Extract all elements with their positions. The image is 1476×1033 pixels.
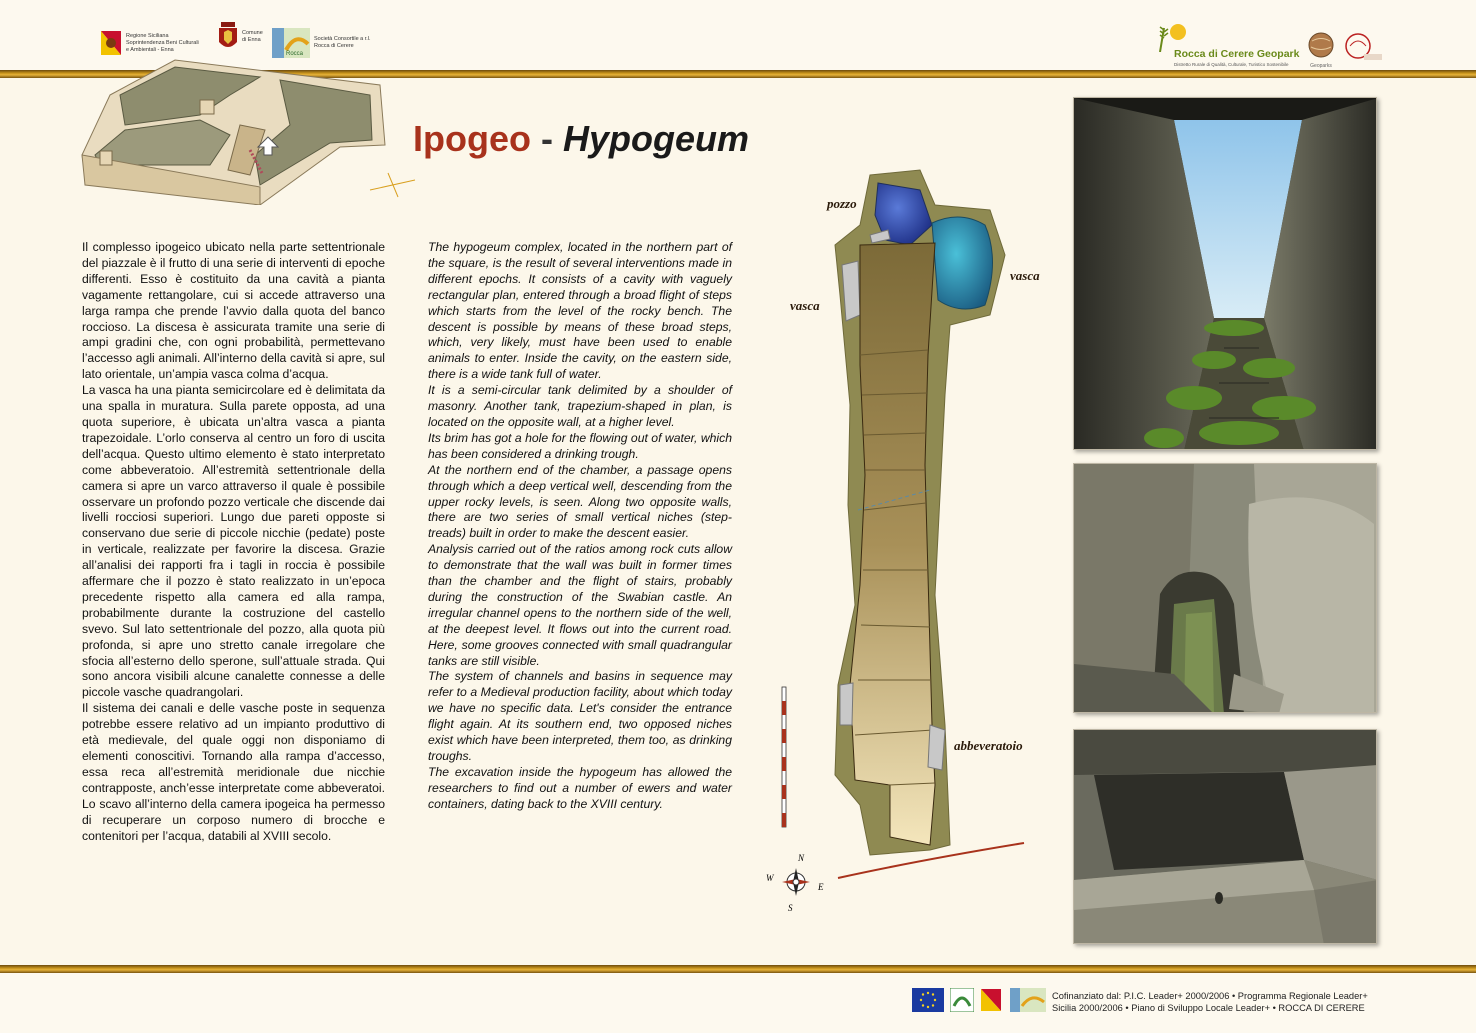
title-english: Hypogeum xyxy=(562,118,749,159)
rocca-di-cerere-logo: Rocca Società Consortile a r.l. Rocca di Cerere xyxy=(272,28,371,58)
english-paragraph: It is a semi-circular tank delimited by a shoulder of masonry. Another tank, trapezium-shaped in plan, is located on the opposite wall, at a higher level. xyxy=(428,383,732,429)
photo-trough xyxy=(1073,729,1377,944)
hypogeum-plan xyxy=(760,165,1040,925)
compass-e: E xyxy=(818,882,824,892)
compass-rose-icon xyxy=(782,868,810,896)
footer-line-1: Cofinanziato dal: P.I.C. Leader+ 2000/2006 • Programma Regionale Leader+ xyxy=(1052,991,1368,1001)
label-tank-west: vasca xyxy=(790,298,820,313)
geopark-title: Rocca di Cerere Geopark xyxy=(1174,48,1300,60)
english-paragraph: The hypogeum complex, located in the northern part of the square, is the result of several interventions made in different epochs. It consists of a cavity with vaguely rectangular plan, entered through a broad flight of steps which starts from the level of the rocky bench. The descent is possible by means of these broad steps, which, very likely, must have been used to enable animals to enter. Inside the cavity, on the eastern side, there is a wide tank full of water. xyxy=(428,240,732,382)
photo-chamber-niche xyxy=(1073,463,1377,713)
english-paragraph: The excavation inside the hypogeum has allowed the researchers to find out a number of ewers and water containers, dating back to the XVIII century. xyxy=(428,764,732,811)
english-paragraph: Its brim has got a hole for the flowing out of water, which has been considered a drinking trough. xyxy=(428,430,732,461)
south-trough xyxy=(928,725,945,770)
chamber xyxy=(850,243,935,845)
svg-text:Rocca: Rocca xyxy=(286,51,304,57)
title-separator: - xyxy=(530,118,563,159)
geopark-subtitle: Distretto Rurale di Qualità, Culturale, Turistico Sostenibile xyxy=(1174,62,1289,67)
italian-paragraph: Il sistema dei canali e delle vasche poste in sequenza potrebbe essere relativo ad un impianto produttivo di età medievale, del quale oggi non disponiamo di elementi conoscitivi. Tornando alla rampa d’accesso, essa reca all’estremità meridionale due nicchie contrapposte, anch’esse interpretate come abbeveratoi. Lo scavo all’interno della camera ipogeica ha permesso di recuperare un corposo numero di brocche e contenitori per l’acqua, databili al XVIII secolo. xyxy=(82,701,385,843)
label-tank-east: vasca xyxy=(1010,268,1040,283)
geopark-logo xyxy=(1152,22,1302,68)
italian-text-column xyxy=(82,240,385,844)
rocca-di-cerere-footer-icon xyxy=(1010,988,1046,1012)
scale-bar xyxy=(782,687,786,827)
sicily-flag-icon xyxy=(100,30,122,56)
castle-isometric-map xyxy=(80,55,420,205)
regione-siciliana-logo: Regione Siciliana Soprintendenza Beni Culturali e Ambientali - Enna xyxy=(100,30,199,56)
english-paragraph: At the northern end of the chamber, a passage opens through which a deep vertical well, descending from the upper rocky levels, is seen. Along two opposite walls, there are two series of small vertical niches (step-treads) built in order to make the descent easier. xyxy=(428,462,732,541)
cofinancing-note xyxy=(1052,990,1368,1014)
enna-coat-of-arms-icon xyxy=(218,22,238,52)
eu-flag-icon xyxy=(912,988,944,1012)
leader-plus-icon xyxy=(950,988,974,1012)
castle-map-compass-icon xyxy=(370,173,415,197)
geoparks-network-logo: Geoparks xyxy=(1306,32,1336,68)
photo-well-shaft xyxy=(1073,97,1377,450)
compass-s: S xyxy=(788,903,793,913)
globe-icon xyxy=(1308,32,1334,58)
title-italian: Ipogeo xyxy=(413,118,531,159)
unesco-mark-icon xyxy=(1342,32,1382,62)
label-trough: abbeveratoio xyxy=(954,738,1023,753)
east-tank xyxy=(932,217,993,309)
label-well: pozzo xyxy=(827,196,857,211)
english-text-column xyxy=(428,240,732,813)
footer-gold-rule xyxy=(0,965,1476,973)
english-paragraph: The system of channels and basins in sequence may refer to a Medieval production facility, about which today we have no specific data. Let's consider the entrance flight again. At its southern end, two opposed niches exist which have been interpreted, them too, as drinking troughs. xyxy=(428,669,732,763)
english-paragraph: Analysis carried out of the ratios among rock cuts allow to demonstrate that the wall was built in former times than the chamber and the flight of stairs, probably during the construction of the Swabian castle. An irregular channel opens to the northern side of the well, at the deepest level. It flows out into the current road. Here, some grooves connected with small quadrangular tanks are still visible. xyxy=(428,542,732,668)
compass-n: N xyxy=(798,853,805,863)
comune-enna-logo: Comune di Enna xyxy=(218,22,263,52)
sicily-region-footer-icon xyxy=(980,988,1002,1012)
footer-line-2: Sicilia 2000/2006 • Piano di Sviluppo Locale Leader+ • ROCCA DI CERERE xyxy=(1052,1003,1365,1013)
italian-paragraph: La vasca ha una pianta semicircolare ed è delimitata da una spalla in muratura. Sulla parete opposta, ad una quota superiore, è ubicata un’altra vasca a pianta trapezoidale. L’orlo conserva al centro un foro di uscita dell’acqua. Questo ultimo elemento è stato interpretato come abbeveratoio. All’estremità settentrionale della camera si apre un varco attraverso il quale è possibile osservare un profondo pozzo verticale che discende dai livelli rocciosi superiori. Lungo due pareti opposte si conservano due serie di piccole nicchie (pedate) poste in verticale, realizzate per favorire la discesa. Grazie all’analisi dei rapporti fra i tagli in roccia è possibile affermare che il pozzo è stato realizzato in un’epoca precedente rispetto alla camera ed alla rampa, probabilmente durante la costruzione del castello svevo. Sul lato settentrionale del pozzo, alla quota più profonda, si apre uno stretto canale irregolare che sfocia all’esterno dello sperone, sull’attuale strada. Qui sono ancora visibili alcune canalette connesse a delle piccole vasche quadrangolari. xyxy=(82,383,385,700)
page-title xyxy=(413,118,749,160)
compass-w: W xyxy=(766,873,774,883)
rocca-di-cerere-mark-icon xyxy=(272,28,310,58)
italian-paragraph: Il complesso ipogeico ubicato nella parte settentrionale del piazzale è il frutto di una serie di interventi di epoche differenti. Esso è costituito da una cavità a pianta vagamente rettangolare, cui si accede attraverso una larga rampa che prende l’avvio dalla quota del banco roccioso. La discesa è assicurata tramite una serie di ampi gradini che, con ogni probabilità, permettevano l’accesso agli animali. All’interno della cavità si apre, sul lato orientale, un’ampia vasca colma d’acqua. xyxy=(82,240,385,382)
